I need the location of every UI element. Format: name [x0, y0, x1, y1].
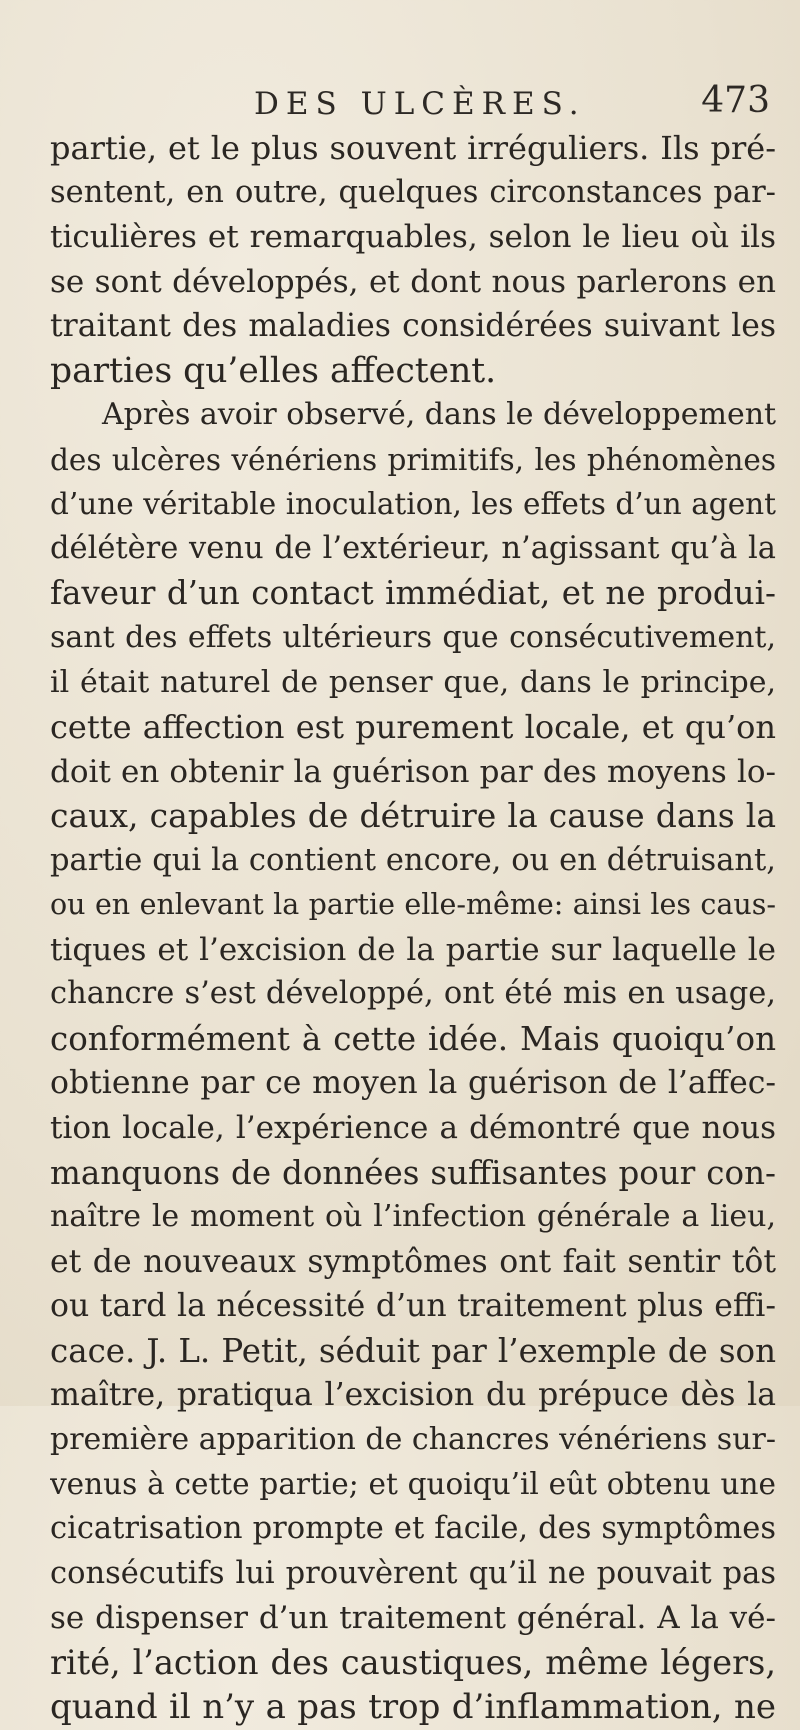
- text-line: cicatrisation prompte et facile, des symptômes: [50, 1510, 776, 1546]
- text-line: caux, capables de détruire la cause dans la: [50, 796, 776, 836]
- text-line: sant des effets ultérieurs que consécutivement,: [50, 620, 776, 656]
- text-line: tion locale, l’expérience a démontré que nous: [50, 1110, 776, 1147]
- text-line: parties qu’elles affectent.: [50, 350, 497, 391]
- running-title: DES ULCÈRES.: [254, 86, 586, 122]
- text-line: sentent, en outre, quelques circonstances par-: [50, 174, 776, 210]
- text-line: conformément à cette idée. Mais quoiqu’on: [50, 1019, 776, 1058]
- text-line: cace. J. L. Petit, séduit par l’exemple de son: [50, 1331, 776, 1370]
- text-line: tiques et l’excision de la partie sur laquelle le: [50, 931, 776, 968]
- text-line: traitant des maladies considérées suivant les: [50, 308, 776, 345]
- text-line: consécutifs lui prouvèrent qu’il ne pouvait pas: [50, 1555, 776, 1591]
- text-line: manquons de données suffisantes pour con-: [50, 1153, 776, 1192]
- text-line: chancre s’est développé, ont été mis en usage,: [50, 976, 776, 1012]
- text-line: se dispenser d’un traitement général. A la vé-: [50, 1600, 776, 1637]
- text-line: cette affection est purement locale, et qu’on: [50, 708, 776, 747]
- text-line: faveur d’un contact immédiat, et ne produi-: [50, 574, 776, 613]
- text-line: obtienne par ce moyen la guérison de l’affec-: [50, 1065, 776, 1102]
- text-line: rité, l’action des caustiques, même légers,: [50, 1642, 776, 1682]
- text-line: doit en obtenir la guérison par des moyens lo-: [50, 753, 776, 790]
- text-line: des ulcères vénériens primitifs, les phénomènes: [50, 442, 776, 477]
- text-line: il était naturel de penser que, dans le principe,: [50, 664, 776, 700]
- text-line: quand il n’y a pas trop d’inflammation, ne: [50, 1687, 776, 1728]
- running-head: [210, 80, 770, 130]
- text-line: se sont développés, et dont nous parlerons en: [50, 263, 776, 300]
- text-line: et de nouveaux symptômes ont fait sentir tôt: [50, 1243, 776, 1280]
- text-line: partie qui la contient encore, ou en détruisant,: [50, 842, 776, 878]
- text-line: ticulières et remarquables, selon le lieu où ils: [50, 219, 776, 256]
- text-line: venus à cette partie; et quoiqu’il eût obtenu une: [50, 1467, 776, 1502]
- text-line: naître le moment où l’infection générale a lieu,: [50, 1199, 776, 1235]
- text-line: ou tard la nécessité d’un traitement plus effi-: [50, 1288, 776, 1325]
- text-line: délétère venu de l’extérieur, n’agissant qu’à la: [50, 530, 776, 566]
- page-number: 473: [701, 80, 770, 121]
- body-text: [50, 126, 776, 1730]
- text-line: ou en enlevant la partie elle-même: ainsi les caus-: [50, 888, 776, 922]
- text-line: première apparition de chancres vénériens sur-: [50, 1421, 776, 1457]
- text-line: d’une véritable inoculation, les effets d’un agent: [50, 487, 776, 522]
- text-line: Après avoir observé, dans le développement: [102, 397, 776, 433]
- text-line: maître, pratiqua l’excision du prépuce dès la: [50, 1377, 776, 1414]
- text-line: partie, et le plus souvent irréguliers. Ils pré-: [50, 129, 776, 167]
